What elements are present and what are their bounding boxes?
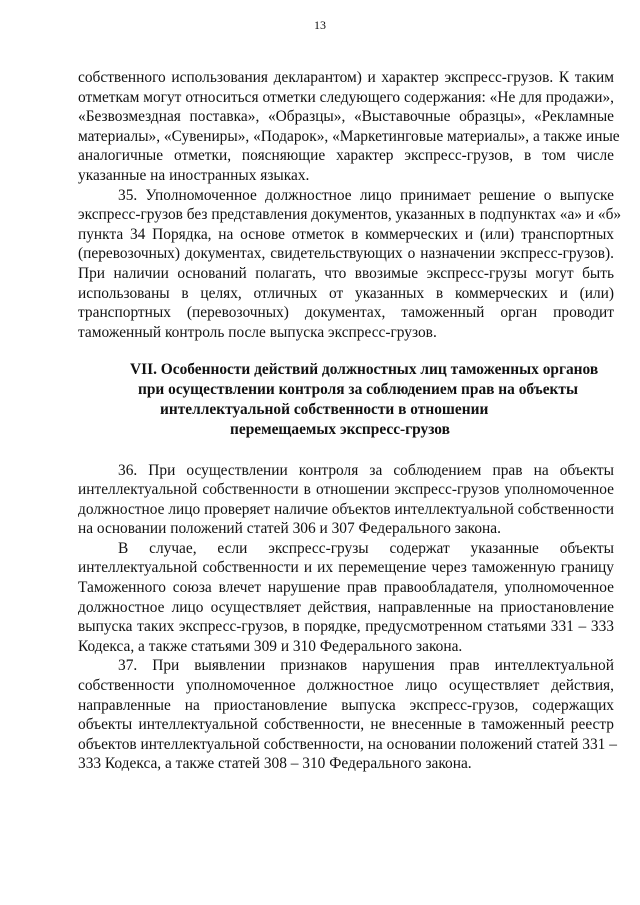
text-line: Таможенного союза влечет нарушение прав правообладателя, уполномоченное bbox=[78, 579, 614, 597]
text-line: интеллектуальной собственности и их перемещение через таможенную границу bbox=[78, 559, 614, 577]
page-number: 13 bbox=[314, 18, 326, 32]
text-line: собственности уполномоченное должностное лицо осуществляет действия, bbox=[78, 677, 614, 695]
text-line: экспресс-грузов без представления документов, указанных в подпунктах «а» и «б» bbox=[78, 206, 622, 224]
text-line: на основании положений статей 306 и 307 Федерального закона. bbox=[78, 520, 501, 538]
text-line: (перевозочных) документах, свидетельствующих о назначении экспресс-грузов). bbox=[78, 245, 614, 263]
text-line: пункта 34 Порядка, на основе отметок в коммерческих и (или) транспортных bbox=[78, 225, 614, 243]
text-line: указанные на иностранных языках. bbox=[78, 166, 310, 184]
text-line: выпуска таких экспресс-грузов, в порядке, предусмотренном статьями 331 – 333 bbox=[78, 618, 614, 636]
heading-line: VII. Особенности действий должностных лиц таможенных органов bbox=[130, 361, 599, 379]
paragraph bbox=[78, 539, 614, 657]
text-line: транспортных (перевозочных) документах, таможенный орган проводит bbox=[78, 304, 614, 322]
paragraph bbox=[78, 656, 617, 774]
paragraph bbox=[78, 461, 614, 539]
text-line: 36. При осуществлении контроля за соблюдением прав на объекты bbox=[118, 461, 614, 479]
text-line: «Безвозмездная поставка», «Образцы», «Выставочные образцы», «Рекламные bbox=[78, 108, 614, 126]
text-line: собственного использования декларантом) и характер экспресс-грузов. К таким bbox=[78, 69, 614, 86]
text-line: Кодекса, а также статьями 309 и 310 Федерального закона. bbox=[78, 637, 463, 655]
document-body bbox=[78, 68, 622, 774]
paragraph bbox=[78, 68, 620, 186]
section-heading bbox=[78, 360, 614, 439]
text-line: отметкам могут относиться отметки следующего содержания: «Не для продажи», bbox=[78, 88, 614, 106]
heading-line: при осуществлении контроля за соблюдением прав на объекты bbox=[138, 381, 578, 399]
text-line: использованы в целях, отличных от указанных в коммерческих и (или) bbox=[78, 284, 614, 302]
text-line: При наличии оснований полагать, что ввозимые экспресс-грузы могут быть bbox=[78, 264, 614, 282]
text-line: интеллектуальной собственности в отношении экспресс-грузов уполномоченное bbox=[78, 481, 614, 499]
text-line: направленные на приостановление выпуска экспресс-грузов, содержащих bbox=[78, 696, 614, 714]
text-line: должностное лицо осуществляет действия, направленные на приостановление bbox=[78, 598, 614, 616]
text-line: 35. Уполномоченное должностное лицо принимает решение о выпуске bbox=[118, 186, 614, 204]
text-line: должностное лицо проверяет наличие объектов интеллектуальной собственности bbox=[78, 500, 614, 518]
text-line: 37. При выявлении признаков нарушения прав интеллектуальной bbox=[118, 657, 614, 675]
text-line: В случае, если экспресс-грузы содержат указанные объекты bbox=[118, 539, 614, 557]
heading-line: перемещаемых экспресс-грузов bbox=[230, 420, 450, 438]
text-line: таможенный контроль после выпуска экспресс-грузов. bbox=[78, 323, 437, 341]
heading-line: интеллектуальной собственности в отношении bbox=[160, 400, 489, 418]
text-line: объекты интеллектуальной собственности, не внесенные в таможенный реестр bbox=[78, 716, 614, 734]
text-line: материалы», «Сувениры», «Подарок», «Маркетинговые материалы», а также иные bbox=[78, 127, 620, 145]
paragraph bbox=[78, 186, 622, 343]
text-line: аналогичные отметки, поясняющие характер экспресс-грузов, в том числе bbox=[78, 147, 614, 165]
text-line: объектов интеллектуальной собственности, на основании положений статей 331 – bbox=[78, 735, 617, 753]
text-line: 333 Кодекса, а также статей 308 – 310 Федерального закона. bbox=[78, 755, 472, 773]
